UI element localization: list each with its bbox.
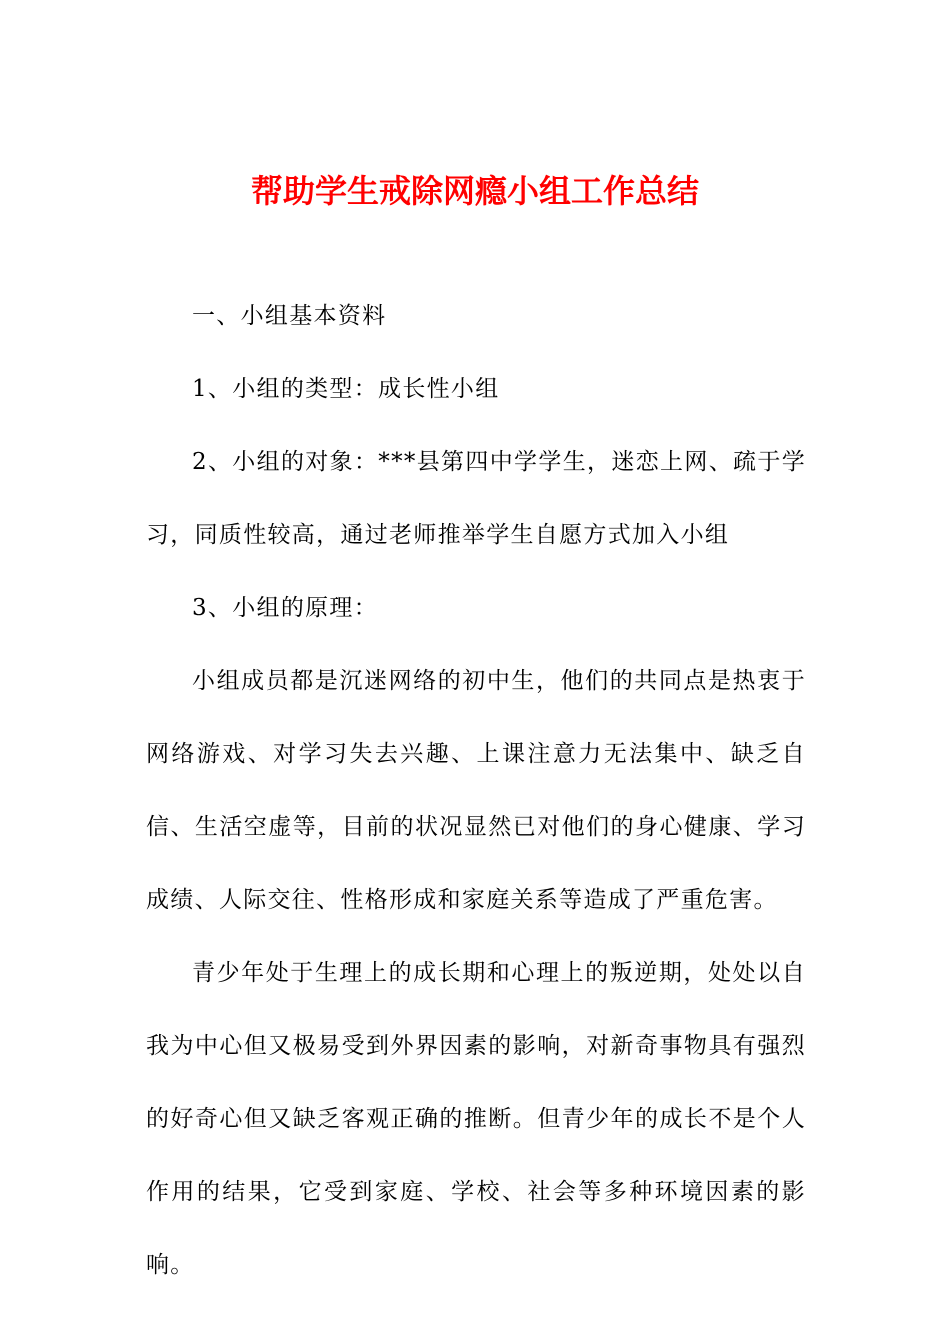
paragraph-members-description: 小组成员都是沉迷网络的初中生，他们的共同点是热衷于网络游戏、对学习失去兴趣、上课注意力无法集中、缺乏自信、生活空虚等，目前的状况显然已对他们的身心健康、学习成绩、人际交往、性格形成和家庭关系等造成了严重危害。 (146, 668, 806, 913)
section-heading-basic-info: 一、小组基本资料 (192, 303, 387, 329)
document-body (146, 280, 806, 1302)
paragraph-adolescent-description: 青少年处于生理上的成长期和心理上的叛逆期，处处以自我为中心但又极易受到外界因素的影响，对新奇事物具有强烈的好奇心但又缺乏客观正确的推断。但青少年的成长不是个人作用的结果，它受到家庭、学校、社会等多种环境因素的影响。 (146, 960, 806, 1278)
paragraph-group-target: 2、小组的对象：***县第四中学学生，迷恋上网、疏于学习，同质性较高，通过老师推举学生自愿方式加入小组 (146, 449, 806, 548)
document-title: 帮助学生戒除网瘾小组工作总结 (250, 172, 699, 211)
paragraph-group-principle-heading: 3、小组的原理： (192, 595, 379, 621)
paragraph-group-type: 1、小组的类型：成长性小组 (192, 376, 500, 402)
